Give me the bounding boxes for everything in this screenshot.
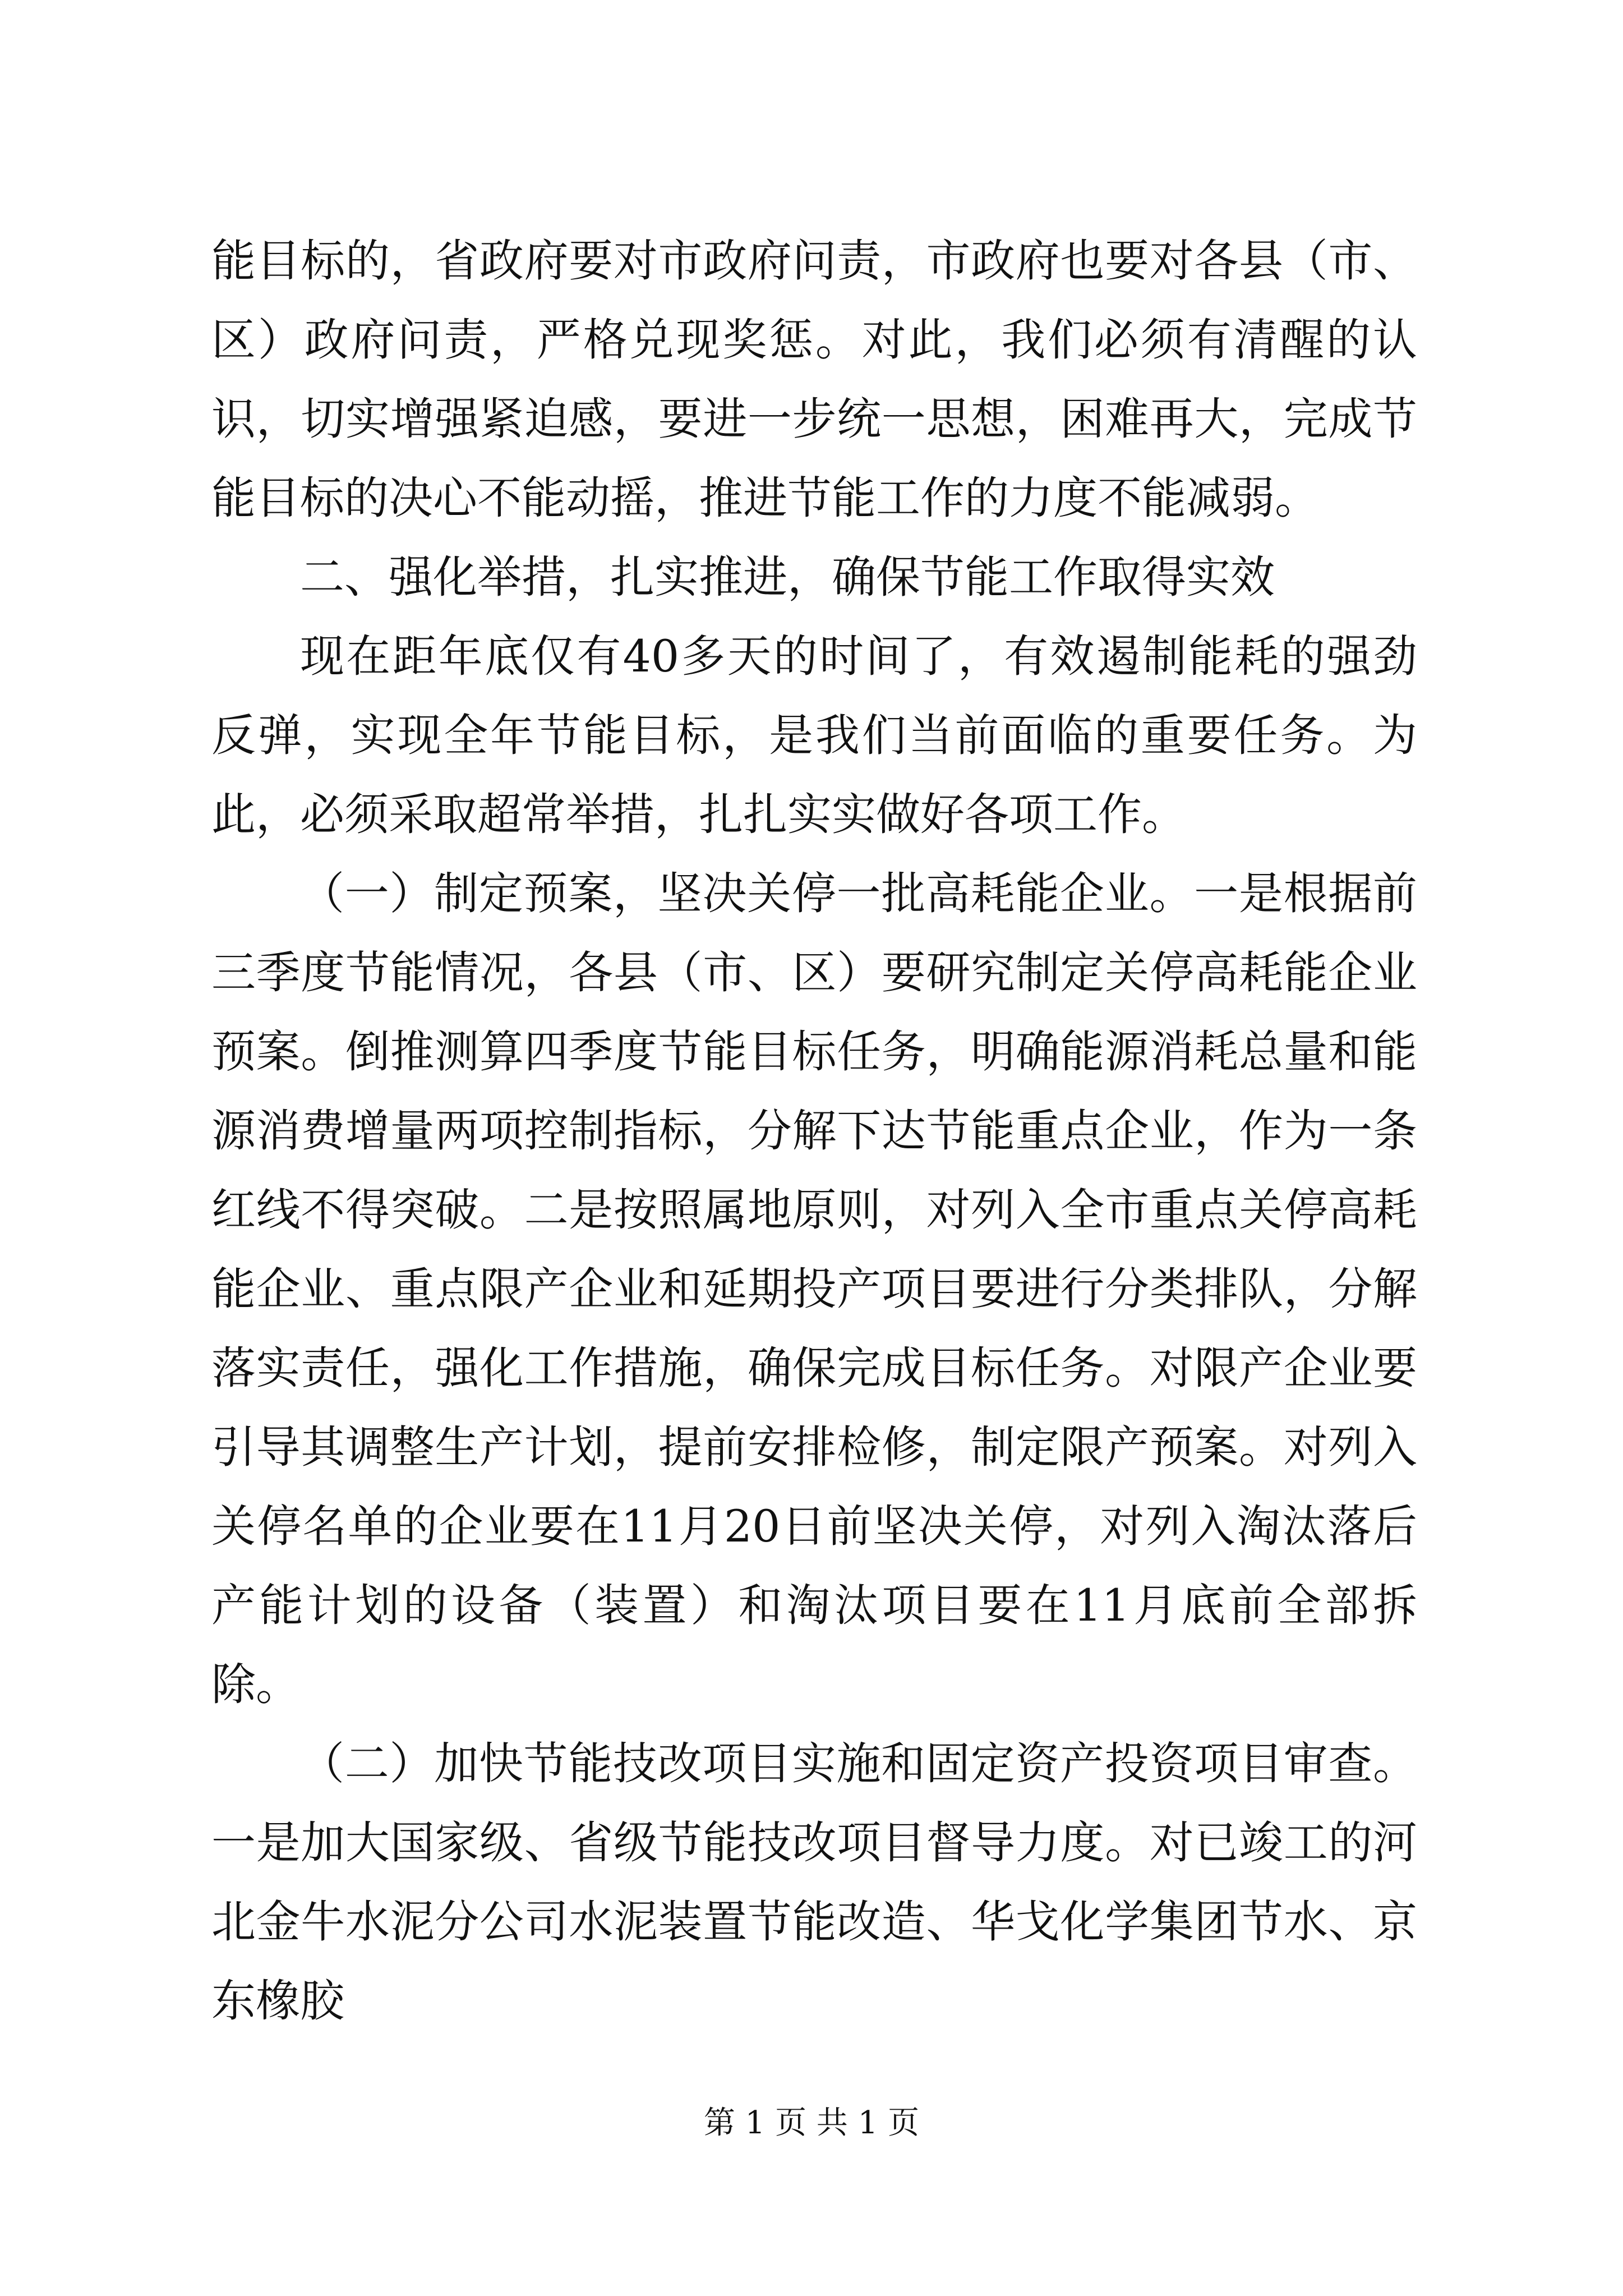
page-footer: 第 1 页 共 1 页 [703,2105,920,2141]
paragraph: （二）加快节能技改项目实施和固定资产投资项目审查。一是加大国家级、省级节能技改项目督导力度。对已竣工的河北金牛水泥分公司水泥装置节能改造、华戈化学集团节水、京东橡胶 [211,1738,1417,2027]
paragraph: （一）制定预案，坚决关停一批高耗能企业。一是根据前三季度节能情况，各县（市、区）要研究制定关停高耗能企业预案。倒推测算四季度节能目标任务，明确能源消耗总量和能源消费增量两项控制指标，分解下达节能重点企业，作为一条红线不得突破。二是按照属地原则，对列入全市重点关停高耗能企业、重点限产企业和延期投产项目要进行分类排队，分解落实责任，强化工作措施，确保完成目标任务。对限产企业要引导其调整生产计划，提前安排检修，制定限产预案。对列入关停名单的企业要在11月20日前坚决关停，对列入淘汰落后产能计划的设备（装置）和淘汰项目要在11月底前全部拆除。 [211,868,1417,1710]
document-body [211,222,1417,2041]
section-heading: 二、强化举措，扎实推进，确保节能工作取得实效 [300,551,1275,603]
paragraph: 现在距年底仅有40多天的时间了，有效遏制能耗的强劲反弹，实现全年节能目标，是我们当前面临的重要任务。为此，必须采取超常举措，扎扎实实做好各项工作。 [211,631,1417,840]
paragraph-continuation: 能目标的，省政府要对市政府问责，市政府也要对各县（市、区）政府问责，严格兑现奖惩。对此，我们必须有清醒的认识，切实增强紧迫感，要进一步统一思想，困难再大，完成节能目标的决心不能动摇，推进节能工作的力度不能减弱。 [211,235,1417,524]
